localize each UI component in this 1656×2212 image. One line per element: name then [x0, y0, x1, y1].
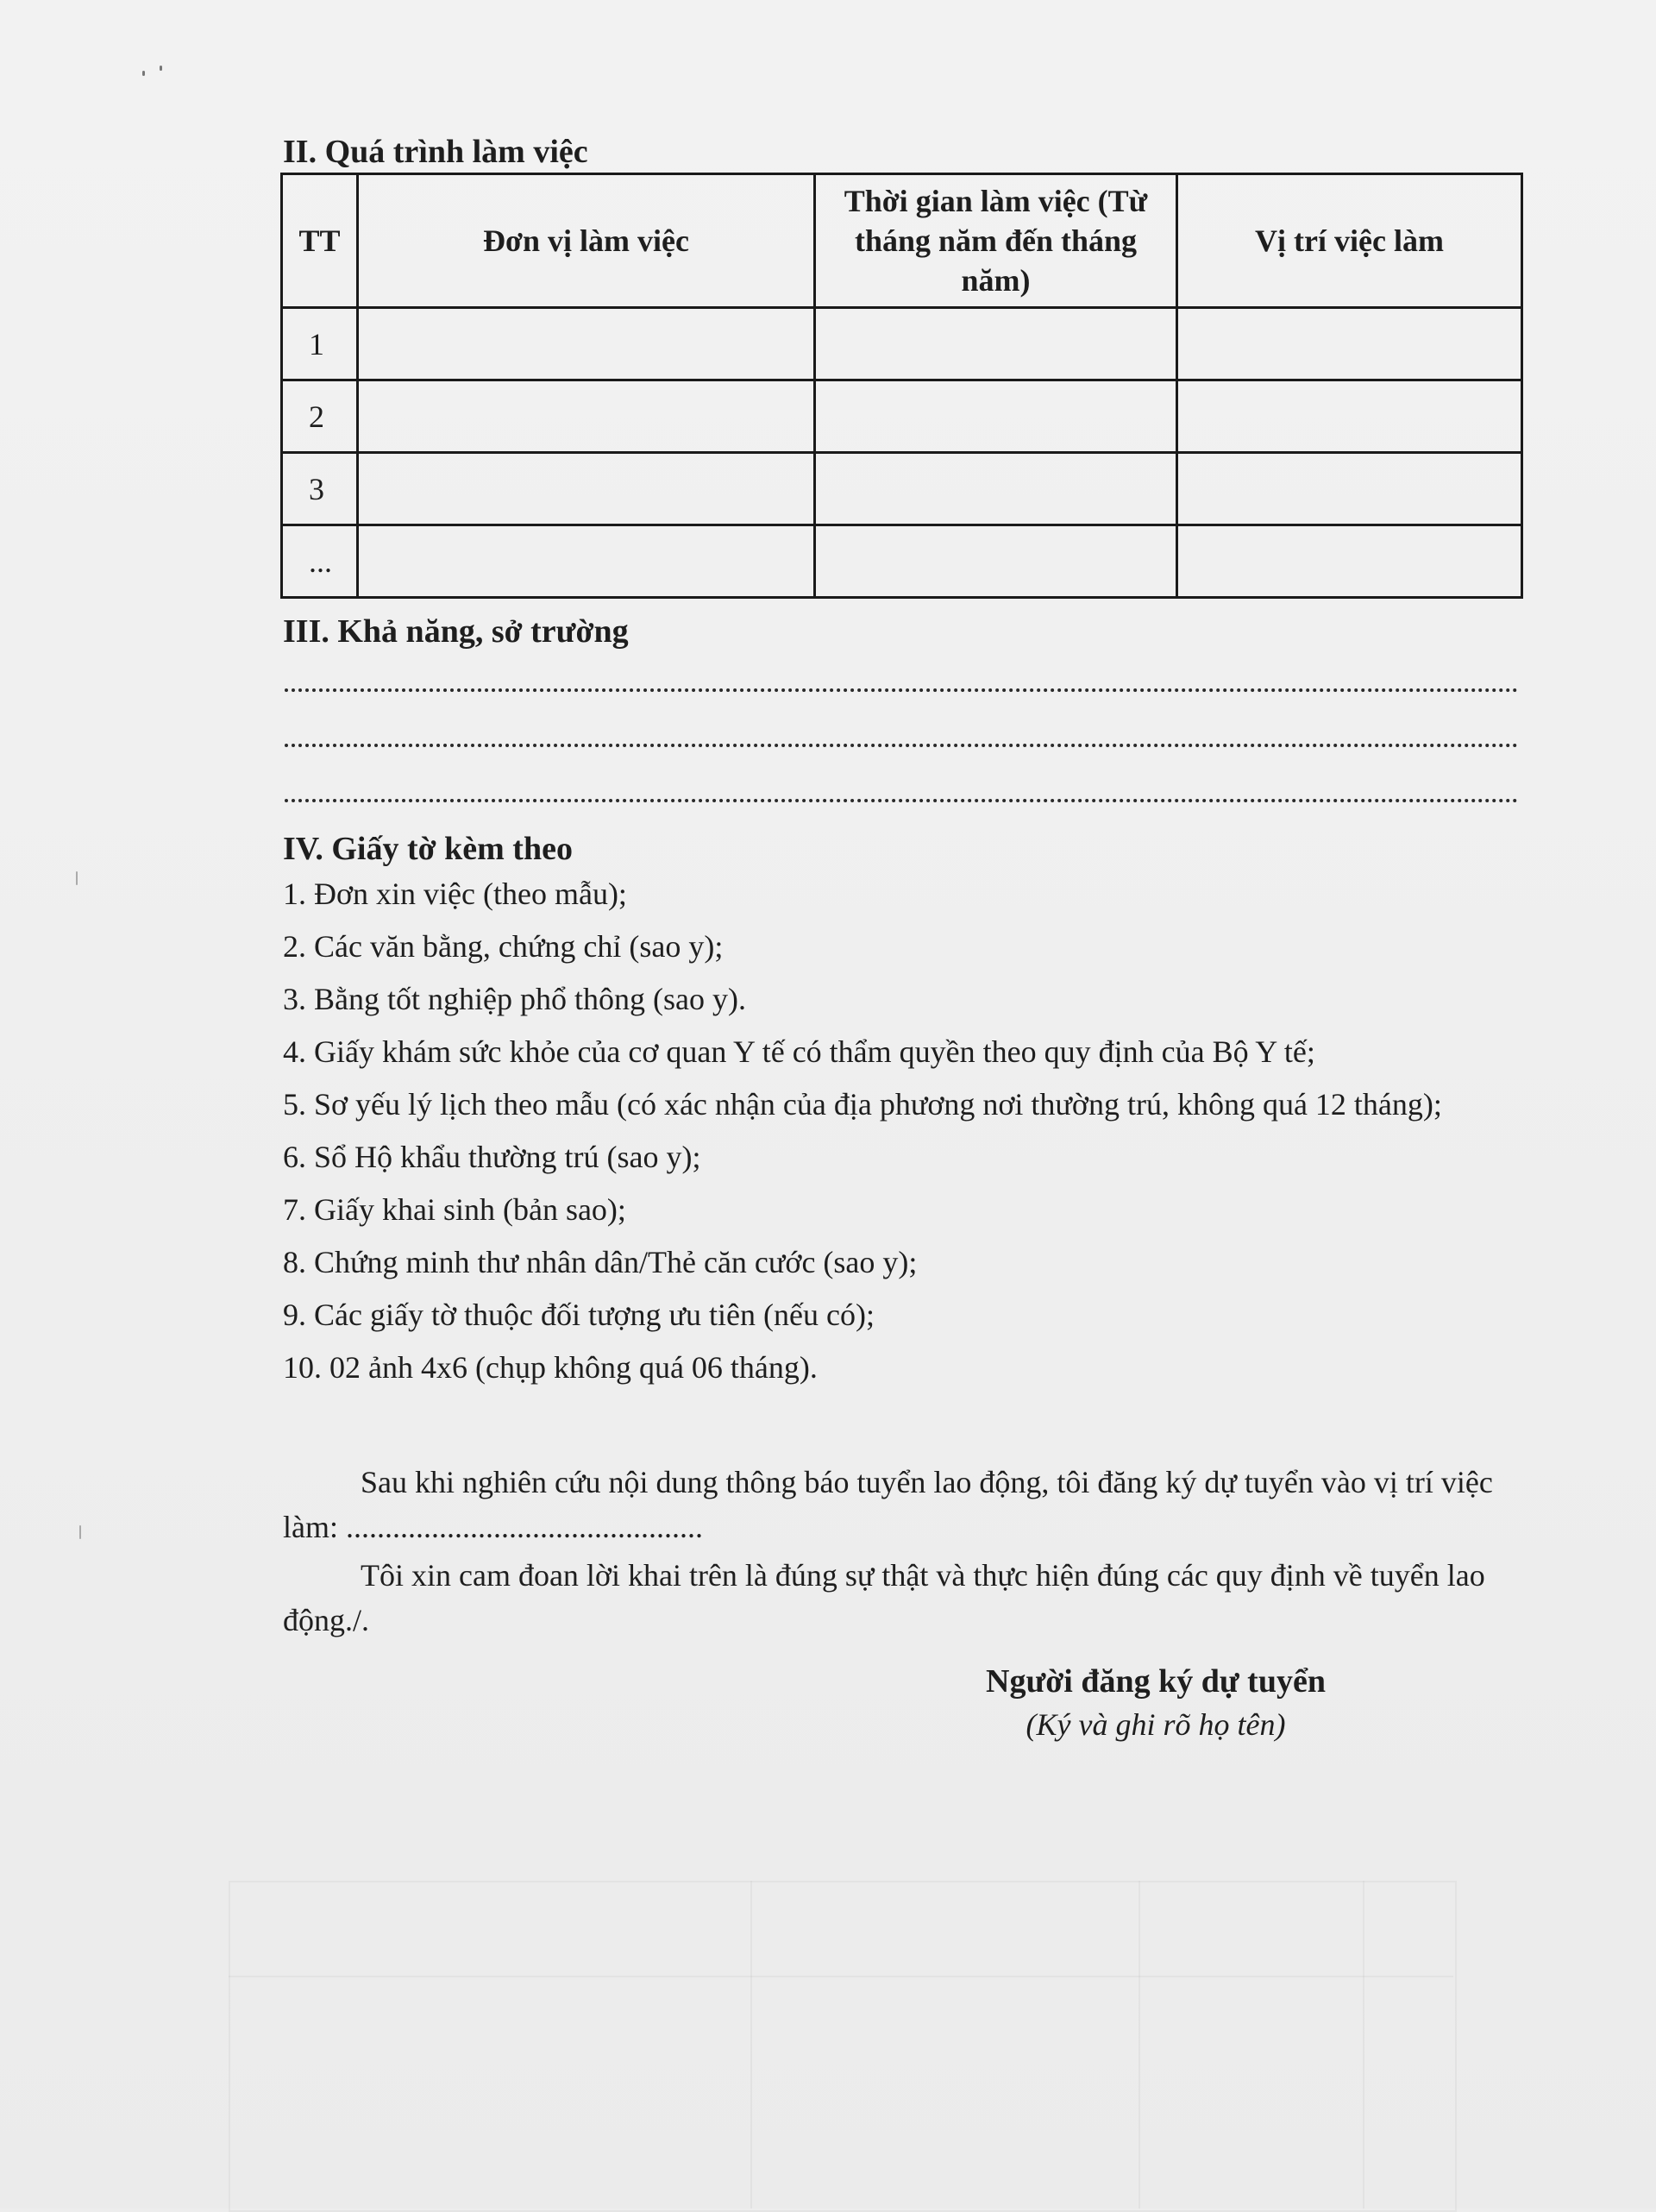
- speck: [79, 1525, 81, 1539]
- list-item: 3. Bằng tốt nghiệp phổ thông (sao y).: [283, 982, 746, 1016]
- table-row: [282, 525, 1522, 598]
- bleed-through-line: [1138, 1881, 1140, 2209]
- cell-unit[interactable]: [358, 525, 815, 598]
- section-2-title: II. Quá trình làm việc: [283, 134, 588, 170]
- cell-position[interactable]: [1177, 525, 1522, 598]
- list-item: 6. Sổ Hộ khẩu thường trú (sao y);: [283, 1140, 701, 1174]
- fill-in-line-3[interactable]: [285, 799, 1518, 802]
- cell-unit[interactable]: [358, 453, 815, 525]
- speck: [76, 871, 78, 885]
- list-item: 5. Sơ yếu lý lịch theo mẫu (có xác nhận của địa phương nơi thường trú, không quá 12 tháng);: [283, 1087, 1442, 1122]
- section-4-title: IV. Giấy tờ kèm theo: [283, 831, 573, 867]
- list-item: 7. Giấy khai sinh (bản sao);: [283, 1192, 626, 1227]
- row-number: 3: [282, 453, 358, 525]
- table-row: [282, 380, 1522, 453]
- list-item: 2. Các văn bằng, chứng chỉ (sao y);: [283, 929, 724, 964]
- row-number: ...: [282, 525, 358, 598]
- fill-in-line-2[interactable]: [285, 744, 1518, 747]
- cell-time[interactable]: [815, 453, 1177, 525]
- list-item: 4. Giấy khám sức khỏe của cơ quan Y tế có thẩm quyền theo quy định của Bộ Y tế;: [283, 1034, 1315, 1069]
- table-header-row: [282, 174, 1522, 308]
- cell-position[interactable]: [1177, 308, 1522, 380]
- cell-position[interactable]: [1177, 380, 1522, 453]
- bleed-through-line: [229, 1976, 1453, 1977]
- header-unit: Đơn vị làm việc: [358, 174, 815, 308]
- signature-title: Người đăng ký dự tuyển: [986, 1663, 1326, 1700]
- cell-unit[interactable]: [358, 380, 815, 453]
- speck: [142, 71, 145, 76]
- cell-time[interactable]: [815, 308, 1177, 380]
- fill-in-line-1[interactable]: [285, 688, 1518, 692]
- cell-time[interactable]: [815, 525, 1177, 598]
- declaration-paragraph-1: Sau khi nghiên cứu nội dung thông báo tuyển lao động, tôi đăng ký dự tuyển vào vị trí việc làm: ..............................................: [283, 1465, 1493, 1544]
- bleed-through-line: [1363, 1881, 1364, 2209]
- cell-position[interactable]: [1177, 453, 1522, 525]
- signature-block: [949, 1660, 1363, 1746]
- row-number: 2: [282, 380, 358, 453]
- declaration-paragraph-2: Tôi xin cam đoan lời khai trên là đúng sự thật và thực hiện đúng các quy định về tuyển lao động./.: [283, 1558, 1485, 1637]
- attachments-list: [283, 871, 1525, 1398]
- list-item: 1. Đơn xin việc (theo mẫu);: [283, 877, 627, 911]
- work-history-table: [280, 173, 1523, 599]
- header-time: Thời gian làm việc (Từ tháng năm đến tháng năm): [815, 174, 1177, 308]
- list-item: 8. Chứng minh thư nhân dân/Thẻ căn cước (sao y);: [283, 1245, 918, 1279]
- table-row: [282, 308, 1522, 380]
- speck: [160, 66, 162, 71]
- section-3-title: III. Khả năng, sở trường: [283, 613, 629, 650]
- bleed-through-line: [750, 1881, 752, 2209]
- list-item: 9. Các giấy tờ thuộc đối tượng ưu tiên (nếu có);: [283, 1298, 875, 1332]
- list-item: 10. 02 ảnh 4x6 (chụp không quá 06 tháng).: [283, 1350, 818, 1385]
- header-position: Vị trí việc làm: [1177, 174, 1522, 308]
- cell-unit[interactable]: [358, 308, 815, 380]
- cell-time[interactable]: [815, 380, 1177, 453]
- signature-note: (Ký và ghi rõ họ tên): [1026, 1707, 1286, 1742]
- row-number: 1: [282, 308, 358, 380]
- bleed-through-table: [229, 1881, 1457, 2212]
- header-tt: TT: [282, 174, 358, 308]
- table-row: [282, 453, 1522, 525]
